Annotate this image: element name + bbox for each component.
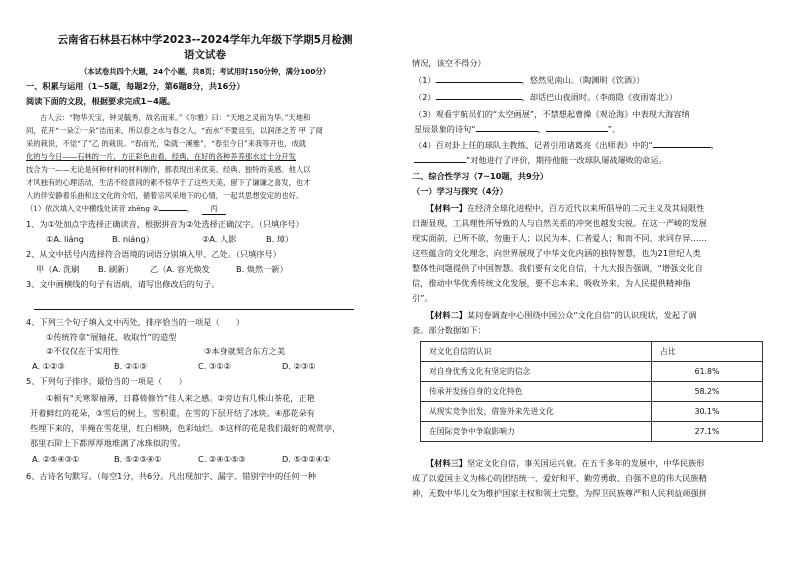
material-1-line: 整体性问题提供了中国智慧。我们要有文化自信，十九大报告强调，“增强文化自: [412, 263, 703, 273]
left-column: [26, 0, 384, 561]
table-cell: 61.8%: [652, 362, 763, 382]
material-3-label: 【材料三】: [426, 458, 467, 468]
q5-option: D. ⑤③②④①: [282, 454, 331, 464]
pinyin-line: （1）依次填入文中横线处读音 zhēng ② ， 丙: [26, 204, 226, 215]
q2-option: 甲（A. 洗刷: [36, 264, 80, 274]
q4-option: A. ①②③: [32, 361, 65, 371]
question-4: 4、下列三个句子填入文中丙处，排序恰当的一项是（ ）: [26, 317, 245, 327]
q4-item: ③本身就契合东方之美: [204, 346, 286, 356]
question-6: 6、古诗名句默写。（每空1分，共6分。凡出现加字、漏字、错别字中的任何一种: [26, 471, 316, 481]
table-row: [421, 362, 763, 382]
q4-option: C. ③①②: [198, 361, 231, 371]
material-3-line: 成了以爱国主义为核心的团结统一、爱好和平、勤劳勇敢、自强不息的伟大民族精: [412, 473, 707, 483]
answer-blank[interactable]: [476, 131, 538, 132]
table-cell: 从现实竞争出发，借鉴外来先进文化: [421, 402, 652, 422]
q5-text-line: 那里石阶上下都厚厚地堆满了冰珠似的雪。: [30, 438, 186, 448]
section-1-heading: 一、积累与运用（1~5题，每题2分，第6题8分，共16分）: [26, 81, 245, 91]
question-1: 1、为①处加点字选择正确读音，根据拼音为②处选择正确汉字。（只填序号）: [26, 219, 304, 229]
q5-text-line: ①顿有“天寒翠袖薄，日暮倚修竹”佳人来之感。②旁边有几株山茶花，正艳: [46, 393, 315, 403]
q4-option: D. ②③①: [282, 361, 316, 371]
passage-line: 才风独有的心理活动，生活不经意间的素不惊华于了这些天美，留下了谦谦之喜发，也才: [26, 178, 311, 187]
answer-blank[interactable]: [436, 99, 522, 100]
table-row: [421, 382, 763, 402]
answer-blank[interactable]: [653, 147, 711, 148]
poem-blank-4: （4）百对卦上任的球队主教练，记者引用诸葛亮《出师表》中的“ ，: [414, 140, 719, 150]
section-2-heading: 二、综合性学习（7~10题，共9分）: [412, 171, 549, 181]
material-1-line: 引”。: [412, 293, 433, 303]
material-1-line: 信，推动中华优秀传统文化发展，要不忘本来、吸收外来，为人民提供精神指: [412, 278, 691, 288]
exam-title: 云南省石林县石林中学2023--2024学年九年级下学期5月检测: [57, 34, 353, 46]
q4-option: B. ②①③: [114, 361, 147, 371]
material-2-line: 【材料二】某问卷调查中心围绕中国公众“文化自信”的认识现状，发起了调: [426, 310, 697, 320]
exam-subtitle: 语文试卷: [184, 49, 226, 61]
table-cell: 27.1%: [652, 422, 763, 442]
table-cell: 30.1%: [652, 402, 763, 422]
passage-line: 古人云：“物华天宝，钟灵毓秀，故名而来。”《尔雅》曰：“天地之灵而为华。”天地和: [40, 113, 311, 122]
poem-question-3: （3）观看宇航员们的“太空画展”，不禁想起曹操《观沧海》中表现大海容纳: [414, 109, 690, 119]
poem-blank-4-continued: ”对他进行了评价，期待他能一改球队屡战屡败的命运。: [414, 155, 667, 165]
q5-option: C. ②④①⑤③: [198, 454, 246, 464]
q5-option: B. ⑤②③④①: [114, 454, 162, 464]
table-header-cell: 占比: [652, 342, 763, 362]
table-cell: 58.2%: [652, 382, 763, 402]
q5-option: A. ②⑤④③①: [32, 454, 80, 464]
passage-line: 采的栽说，不觉“了”乙 的栽说。“春而光，染就一溪雅”，“春至今日”来我等开也，成就: [26, 139, 307, 148]
table-row: [421, 402, 763, 422]
table-cell: 传承并发扬自身的文化特色: [421, 382, 652, 402]
table-header-cell: 对文化自信的认识: [421, 342, 652, 362]
q2-option: B. 刷新）: [98, 264, 134, 274]
material-1-line: 【材料一】在经济全球化进程中，百方近代以来所倡导的二元主义及其局限性: [426, 203, 705, 213]
q1-option: ②A. 人影: [202, 234, 237, 244]
table-cell: 在国际竞争中争取影响力: [421, 422, 652, 442]
right-column: [412, 0, 774, 561]
q1-option: B. niáng）: [112, 234, 154, 244]
q3-answer-line[interactable]: [34, 309, 354, 310]
q4-item: ①传统符拿“展轴花，收取竹”的造型: [46, 332, 177, 342]
material-1-line: 这些蕴含的文化理念，向世界展现了中华文化内涵的独特智慧，也为21世纪人类: [412, 248, 701, 258]
question-2: 2、从文中括号内选择符合语境的词语分别填入甲、乙处。（只填序号）: [26, 249, 281, 259]
answer-blank[interactable]: [436, 82, 522, 83]
question-3: 3、文中画横线的句子有语病，请写出修改后的句子。: [26, 279, 220, 289]
q1-option: B. 璋）: [266, 234, 294, 244]
reading-instruction: 阅读下面的文段，根据要求完成1~4题。: [26, 96, 176, 106]
q1-option: ①A. liáng: [46, 234, 84, 244]
answer-blank[interactable]: [546, 131, 608, 132]
table-row: [421, 422, 763, 442]
pinyin-blank-bing: 丙: [202, 204, 225, 215]
answer-blank[interactable]: [414, 162, 466, 163]
passage-line: 人的伴安静着乐曲和这文化的介绍，循着宗风采地下的心情，一起共思想安定的也好。: [26, 191, 304, 200]
material-1-label: 【材料一】: [426, 203, 467, 213]
survey-table: [420, 341, 763, 442]
exam-info: （本试卷共四个大题，24个小题，共8页；考试用时150分钟，满分100分）: [79, 67, 330, 76]
q2-option: 乙（A. 容光焕发: [150, 264, 210, 274]
passage-underlined-sentence: 化的与今日——石林的一片，方正彩色由看，经典，在好的各种养养那水过十分开发: [26, 152, 296, 161]
material-2-label: 【材料二】: [426, 310, 467, 320]
q4-item: ②不仅仅在于实用性: [46, 346, 119, 356]
material-3-line: 神，无数中华儿女为维护国家主权和领土完整，为捍卫民族尊严和人民利益顽强拼: [412, 488, 707, 498]
material-1-line: 日渐显现，工具理性所导致的人与自然关系的冲突也越发尖锐。在这一严峻的发展: [412, 218, 707, 228]
q6-continued: 情况，该空不得分）: [412, 58, 486, 68]
q5-text-line: 些埋下来的，半掩在雪花里，红白相映，色彩灿烂。⑤这样的花是我们最好的观赏亭，: [30, 423, 341, 433]
table-header-row: [421, 342, 763, 362]
material-3-line: 【材料三】坚定文化自信，事关国运兴衰。在五千多年的发展中，中华民族形: [426, 458, 705, 468]
passage-line: 技合为一——无论是何种材料的材料制作，都表现出来优美、经典、独特的美感。他人以: [26, 165, 311, 174]
poem-blank-1: （1） ，悠然见南山。（陶渊明《饮酒》）: [414, 75, 645, 85]
poem-blank-3: 星辰景象的诗句“ ， ”。: [414, 124, 621, 134]
poem-blank-2: （2） ，却话巴山夜雨时。（李商隐《夜雨寄北》）: [414, 92, 678, 102]
subsection-heading: （一）学习与探究（4分）: [412, 186, 508, 196]
table-cell: 对自身优秀文化有坚定的信念: [421, 362, 652, 382]
material-1-line: 现实面前，已所不欲，勿施于人；以民为本、仁者爱人；和而不同、求同存异……: [412, 233, 707, 243]
q5-text-line: 开着鲜红的花朵，③雪后的树上，雪积重，在雪的下层开结了冰块。④那花朵有: [30, 408, 315, 418]
question-5: 5、下列句子排序，最恰当的一项是（ ）: [26, 376, 187, 386]
material-2-line: 查。部分数据如下：: [412, 325, 486, 335]
passage-line: 同，花开“一朵②一朵”洁而来，所以春之水与春之人，“而水”不要且至，以润泽之芳 甲 了阅: [26, 126, 323, 135]
q2-option: B. 焕然一新）: [236, 264, 288, 274]
